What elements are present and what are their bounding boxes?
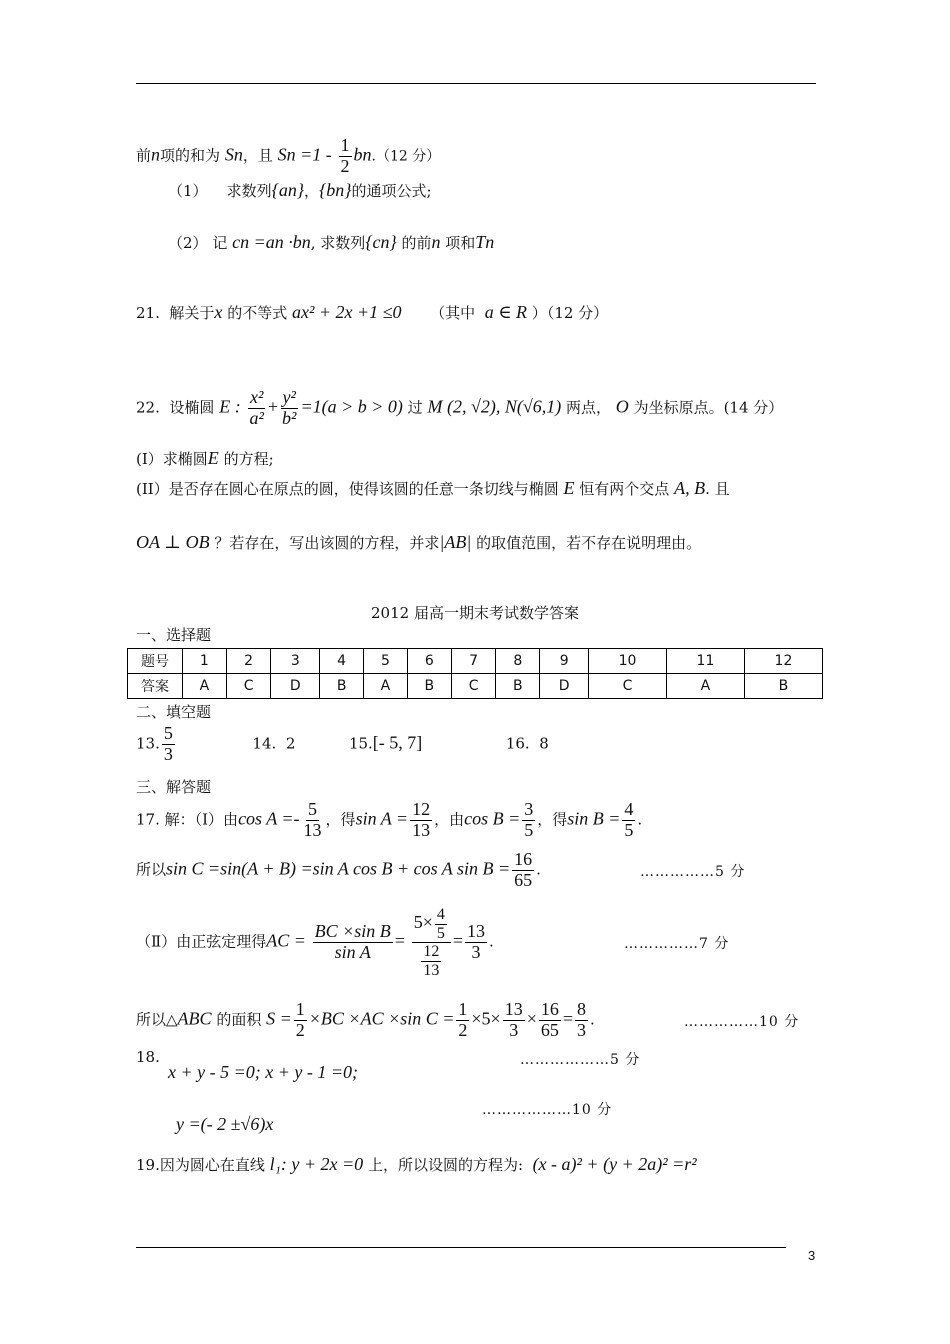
table-cell: 10 (589, 649, 667, 674)
table-cell: 12 (744, 649, 822, 674)
section-choice-title: 一、选择题 (136, 626, 212, 644)
table-cell: B (320, 674, 364, 699)
table-cell: B (496, 674, 540, 699)
table-cell: C (451, 674, 496, 699)
s17-line3: （Ⅱ）由正弦定理得AC = $\frac{\text{BC ×sin B}}{\text{sin A}}$ = 5× $\frac{4}{5}$ $\frac{12}{13}$ = $\frac{13}{3}$ . (136, 906, 494, 979)
s17-line4: 所以△ABC 的面积 S = $\frac{1}{2}$ ×BC ×AC ×sin C = $\frac{1}{2}$ ×5× $\frac{13}{3}$ × $\frac{16}{65}$ = $\frac{8}{3}$ . (136, 999, 595, 1040)
table-cell: 4 (320, 649, 364, 674)
table-cell: C (226, 674, 271, 699)
page-number: 3 (808, 1248, 816, 1263)
table-cell: 5 (364, 649, 408, 674)
q20-part2: （2） 记 cn =an ·bn, 求数列{cn} 的前n 项和Tn (168, 232, 495, 252)
q22-part2: (II）是否存在圆心在原点的圆，使得该圆的任意一条切线与椭圆 E 恒有两个交点 A, B. 且 (136, 478, 730, 498)
compound-fraction: 5× $\frac{4}{5}$ $\frac{12}{13}$ (412, 906, 451, 979)
score-marker: ………………5 分 (520, 1052, 641, 1068)
answer-table-header-row (128, 649, 823, 674)
table-cell: 7 (451, 649, 496, 674)
footer-rule (136, 1247, 786, 1248)
q21: 21. 解关于x 的不等式 ax² + 2x +1 ≤0 （其中 a ∈ R ）（12 分） (136, 302, 609, 322)
fraction-half: $\frac{1}{2}$ (340, 135, 350, 176)
table-cell: 8 (496, 649, 540, 674)
score-marker: ……………10 分 (684, 1014, 800, 1030)
q20-intro: 前n项的和为 Sn，且 Sn =1 - $\frac{1}{2}$ bn.（12 分） (136, 135, 441, 176)
answer-table-answer-row (128, 674, 823, 699)
section-fill-title: 二、填空题 (136, 703, 212, 721)
table-cell: A (364, 674, 408, 699)
score-marker: ……………5 分 (640, 864, 746, 880)
q22-part3: OA ⊥ OB ？若存在，写出该圆的方程，并求|AB| 的取值范围，若不存在说明理由。 (136, 532, 702, 552)
section-solve-title: 三、解答题 (136, 778, 212, 796)
table-cell: B (744, 674, 822, 699)
table-cell: D (540, 674, 589, 699)
answer-table-header-label: 题号 (128, 649, 183, 674)
fill-answers: 13. $\frac{5}{3}$ 14. 2 15.[- 5, 7] 16. 8 (136, 723, 549, 764)
s17-line1: 17. 解：（Ⅰ）由cos A =- $\frac{5}{13}$ ，得sin A = $\frac{12}{13}$ ，由cos B = $\frac{3}{5}$ ，得sin B = $\frac{4}{5}$ . (136, 799, 643, 840)
answers-title: 2012 届高一期末考试数学答案 (371, 604, 579, 622)
table-cell: 9 (540, 649, 589, 674)
table-cell: C (589, 674, 667, 699)
table-cell: D (271, 674, 320, 699)
table-cell: 3 (271, 649, 320, 674)
q22-part1: (I）求椭圆E 的方程; (136, 448, 274, 468)
table-cell: 6 (407, 649, 451, 674)
s18-line1: x + y - 5 =0; x + y - 1 =0; (168, 1062, 359, 1082)
s19-line: 19.因为圆心在直线 l₁: y + 2x =0 上，所以设圆的方程为: (x - a)² + (y + 2a)² =r² (136, 1154, 697, 1174)
table-cell: 2 (226, 649, 271, 674)
table-cell: 1 (183, 649, 227, 674)
s18-number: 18. (136, 1048, 160, 1066)
table-cell: 11 (667, 649, 745, 674)
score-marker: ………………10 分 (482, 1102, 613, 1118)
s18-line2: y =(- 2 ±√6)x (176, 1114, 274, 1134)
table-cell: A (667, 674, 745, 699)
score-marker: ……………7 分 (624, 936, 730, 952)
table-cell: A (183, 674, 227, 699)
answer-table-answer-label: 答案 (128, 674, 183, 699)
table-cell: B (407, 674, 451, 699)
header-rule (136, 83, 816, 84)
q22-line1: 22. 设椭圆 E : $\frac{\text{x²}}{\text{a²}}$ + $\frac{\text{y²}}{\text{b²}}$ =1(a > b > 0) 过 M (2, √2), N(√6,1) 两点， O 为坐标原点。(14 分） (136, 387, 784, 428)
answer-table (127, 648, 823, 699)
q20-part1: （1） 求数列{an}，{bn}的通项公式; (168, 180, 432, 200)
s17-line2: 所以sin C =sin(A + B) =sin A cos B + cos A sin B = $\frac{16}{65}$ . (136, 849, 541, 890)
